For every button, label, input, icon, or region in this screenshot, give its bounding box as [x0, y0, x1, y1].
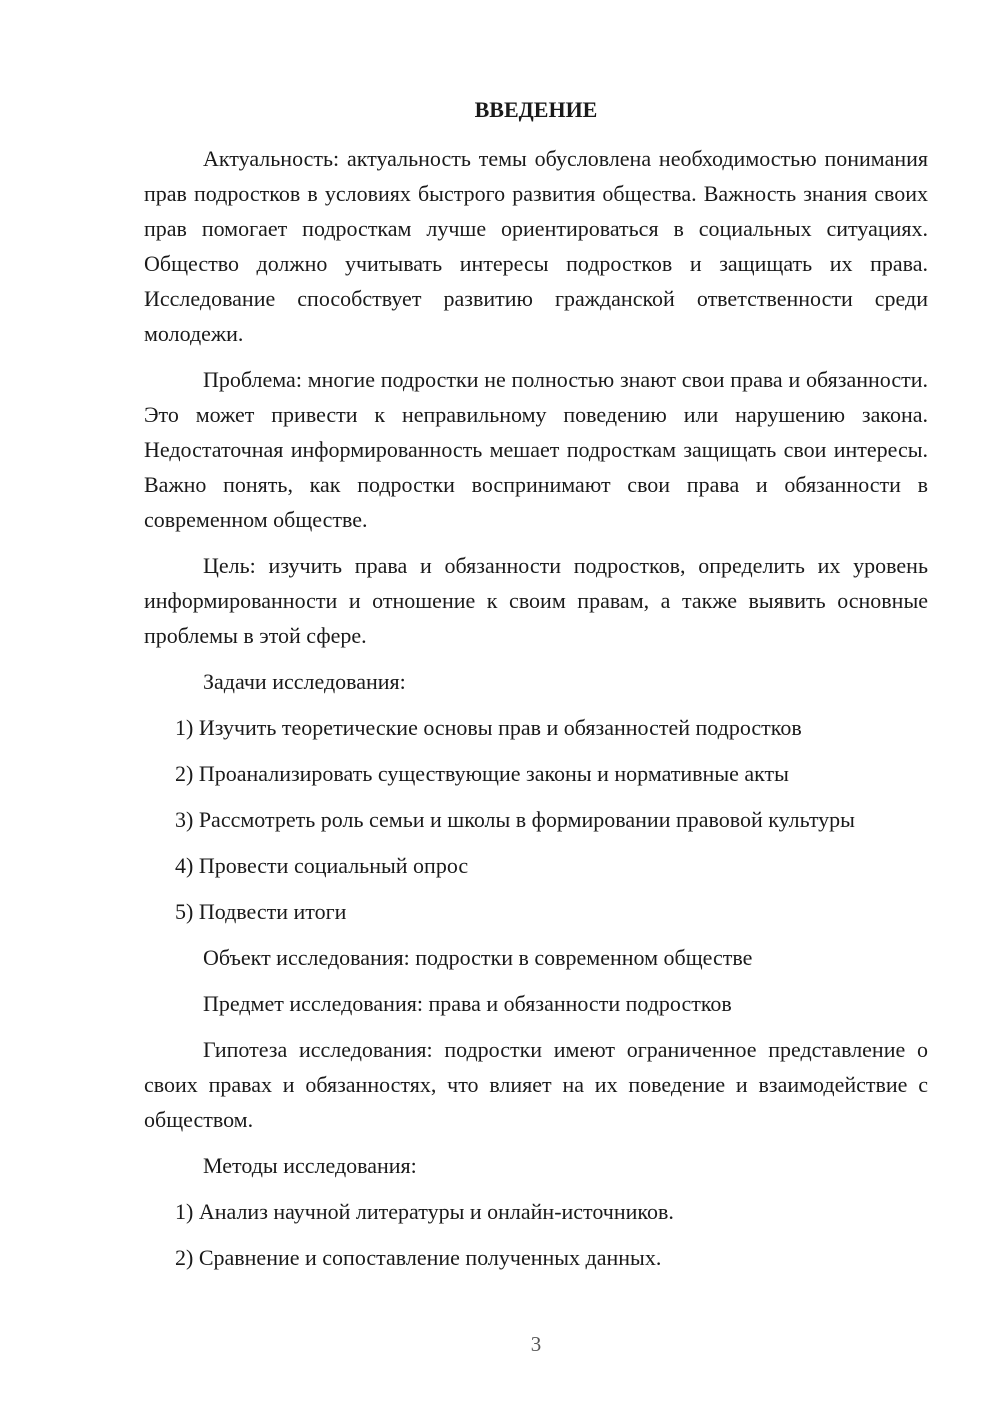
page-number: 3 — [530, 1332, 542, 1356]
paragraph-goal: Цель: изучить права и обязанности подростков, определить их уровень информированности и отношение к своим правам, а также выявить основные проблемы в этой сфере. — [144, 553, 928, 648]
task-item-2: 2) Проанализировать существующие законы и нормативные акты — [175, 761, 789, 786]
research-hypothesis: Гипотеза исследования: подростки имеют ограниченное представление о своих правах и обязанностях, что влияет на их поведение и взаимодействие с обществом. — [144, 1037, 928, 1132]
task-item-1: 1) Изучить теоретические основы прав и обязанностей подростков — [175, 715, 802, 740]
research-object: Объект исследования: подростки в современном обществе — [203, 945, 753, 970]
document-page — [144, 92, 928, 1286]
research-subject: Предмет исследования: права и обязанности подростков — [203, 991, 732, 1016]
paragraph-problem: Проблема: многие подростки не полностью знают свои права и обязанности. Это может привести к неправильному поведению или нарушению закона. Недостаточная информированность мешает подросткам защищать свои интересы. Важно понять, как подростки воспринимают свои права и обязанности в современном обществе. — [144, 367, 928, 532]
paragraph-relevance: Актуальность: актуальность темы обусловлена необходимостью понимания прав подростков в условиях быстрого развития общества. Важность знания своих прав помогает подросткам лучше ориентироваться в социальных ситуациях. Общество должно учитывать интересы подростков и защищать их права. Исследование способствует развитию гражданской ответственности среди молодежи. — [144, 146, 928, 346]
section-title: ВВЕДЕНИЕ — [474, 97, 598, 122]
task-item-5: 5) Подвести итоги — [175, 899, 347, 924]
task-item-3: 3) Рассмотреть роль семьи и школы в формировании правовой культуры — [175, 807, 855, 832]
method-item-1: 1) Анализ научной литературы и онлайн-источников. — [175, 1199, 674, 1224]
methods-heading: Методы исследования: — [203, 1153, 417, 1178]
task-item-4: 4) Провести социальный опрос — [175, 853, 469, 878]
tasks-heading: Задачи исследования: — [203, 669, 406, 694]
method-item-2: 2) Сравнение и сопоставление полученных данных. — [175, 1245, 662, 1270]
